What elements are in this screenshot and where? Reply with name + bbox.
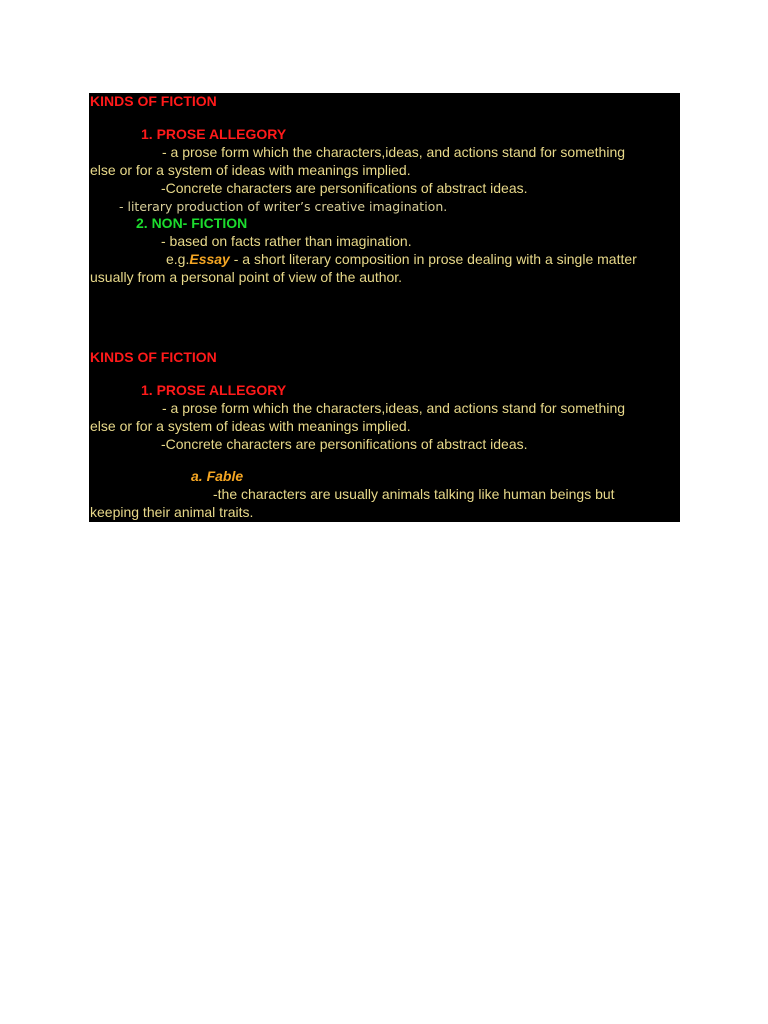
slide-title: KINDS OF FICTION bbox=[90, 93, 217, 109]
body-line: - a prose form which the characters,ideas, and actions stand for something bbox=[162, 144, 626, 160]
body-line: else or for a system of ideas with meanings implied. bbox=[90, 418, 411, 434]
body-line: usually from a personal point of view of the author. bbox=[90, 269, 403, 285]
essay-line bbox=[166, 251, 637, 268]
essay-term: Essay bbox=[189, 251, 230, 267]
essay-prefix: e.g. bbox=[166, 251, 190, 267]
slide-panel-2 bbox=[89, 299, 680, 522]
subheading-fable: a. Fable bbox=[191, 468, 244, 484]
essay-definition: - a short literary composition in prose dealing with a single matter bbox=[229, 251, 637, 267]
slide-panel-1 bbox=[89, 93, 680, 299]
body-line: -the characters are usually animals talking like human beings but bbox=[213, 486, 615, 502]
section-heading-prose-allegory: 1. PROSE ALLEGORY bbox=[141, 126, 287, 142]
body-line: -Concrete characters are personifications of abstract ideas. bbox=[161, 436, 528, 452]
body-line: else or for a system of ideas with meanings implied. bbox=[90, 162, 411, 178]
body-line: - based on facts rather than imagination. bbox=[161, 233, 412, 249]
body-line: keeping their animal traits. bbox=[90, 504, 254, 520]
section-heading-prose-allegory: 1. PROSE ALLEGORY bbox=[141, 382, 287, 398]
slide-title: KINDS OF FICTION bbox=[90, 349, 217, 365]
body-line: - a prose form which the characters,ideas, and actions stand for something bbox=[162, 400, 626, 416]
body-line: -Concrete characters are personifications of abstract ideas. bbox=[161, 180, 528, 196]
section-heading-non-fiction: 2. NON- FICTION bbox=[136, 215, 248, 231]
body-line-note: - literary production of writer’s creative imagination. bbox=[119, 199, 448, 214]
